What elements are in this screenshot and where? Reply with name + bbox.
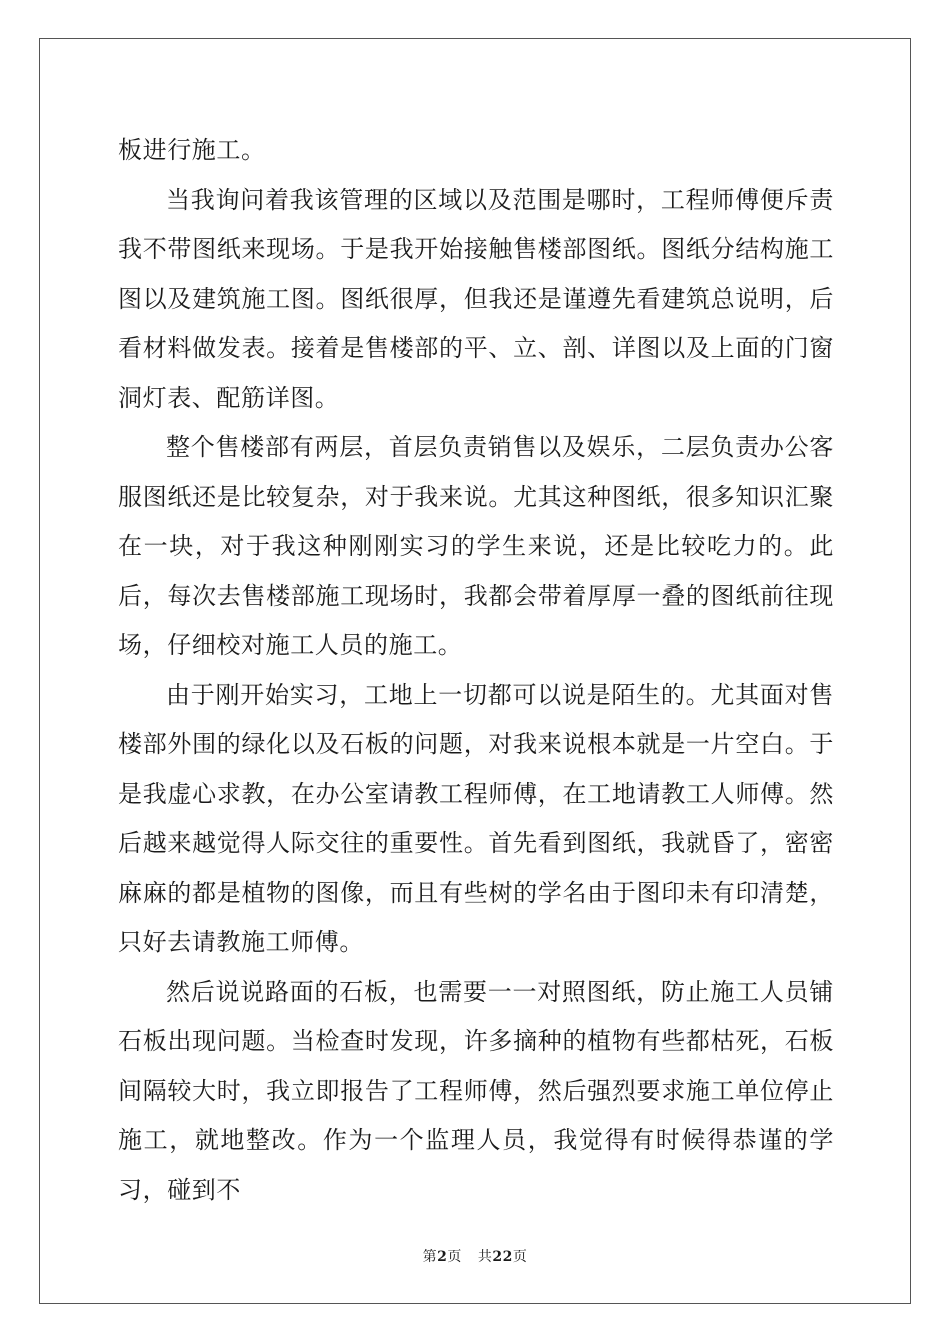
page-footer [0, 1248, 950, 1266]
paragraph-4: 由于刚开始实习，工地上一切都可以说是陌生的。尤其面对售楼部外围的绿化以及石板的问题，对我来说根本就是一片空白。于是我虚心求教，在办公室请教工程师傅，在工地请教工人师傅。然后越来越觉得人际交往的重要性。首先看到图纸，我就昏了，密密麻麻的都是植物的图像，而且有些树的学名由于图印未有印清楚，只好去请教施工师傅。 [118, 680, 834, 956]
total-prefix: 共 [477, 1249, 493, 1265]
paragraph-3: 整个售楼部有两层，首层负责销售以及娱乐，二层负责办公客服图纸还是比较复杂，对于我来说。尤其这种图纸，很多知识汇聚在一块，对于我这种刚刚实习的学生来说，还是比较吃力的。此后，每次去售楼部施工现场时，我都会带着厚厚一叠的图纸前往现场，仔细校对施工人员的施工。 [118, 433, 834, 659]
page-number: 2 [437, 1249, 448, 1265]
total-pages: 22 [492, 1249, 513, 1265]
paragraph-2: 当我询问着我该管理的区域以及范围是哪时，工程师傅便斥责我不带图纸来现场。于是我开始接触售楼部图纸。图纸分结构施工图以及建筑施工图。图纸很厚，但我还是谨遵先看建筑总说明，后看材料做发表。接着是售楼部的平、立、剖、详图以及上面的门窗洞灯表、配筋详图。 [118, 185, 834, 412]
total-suffix: 页 [512, 1249, 528, 1265]
document-body [118, 126, 834, 1215]
paragraph-1: 板进行施工。 [118, 136, 266, 164]
page-prefix: 第 [422, 1249, 438, 1265]
paragraph-5: 然后说说路面的石板，也需要一一对照图纸，防止施工人员铺石板出现问题。当检查时发现，许多摘种的植物有些都枯死，石板间隔较大时，我立即报告了工程师傅，然后强烈要求施工单位停止施工，就地整改。作为一个监理人员，我觉得有时候得恭谨的学习，碰到不 [118, 977, 834, 1204]
page-suffix: 页 [447, 1249, 462, 1265]
